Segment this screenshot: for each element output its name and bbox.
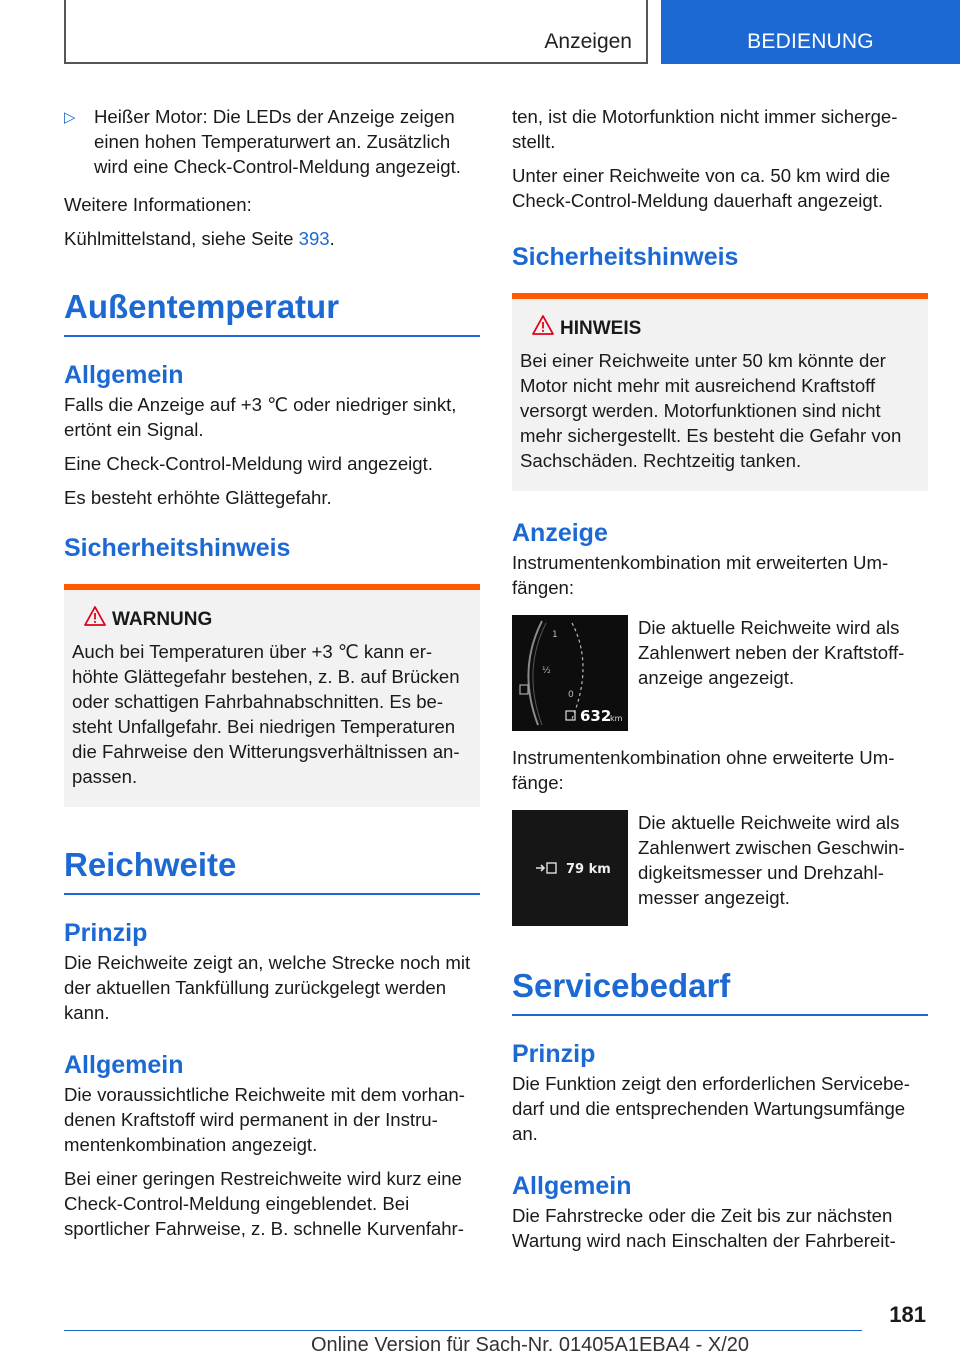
warning-title: WARNUNG: [112, 608, 213, 630]
heading-safety-note: Sicherheitshinweis: [64, 532, 480, 590]
paragraph: Es besteht erhöhte Glättegefahr.: [64, 487, 332, 508]
notice-text: Bei einer Reichweite unter 50 km könnte der Motor nicht mehr mit ausreichend Kraftstoff versorgt werden. Motorfunktionen sind nicht mehr sichergestellt. Es besteht die Gefahr von Sachschäden. Rechtzeitig tanken.: [520, 350, 902, 471]
footer-online-version: Online Version für Sach-Nr. 01405A1EBA4 - X/20: [310, 1334, 750, 1356]
instrument-cluster-image-basic: [512, 810, 628, 926]
paragraph: Unter einer Reichweite von ca. 50 km wird die Check-Control-Meldung dauerhaft angezeigt.: [512, 165, 891, 211]
warning-text: Auch bei Temperaturen über +3 ℃ kann erhöhte Glättegefahr bestehen, z. B. auf Brücken oder schattigen Fahrbahnabschnitten. Es besteht Unfallgefahr. Bei niedrigen Temperaturen die Fahrweise den Witterungsverhältnissen anpassen.: [72, 641, 460, 787]
watermark: [560, 1334, 960, 1335]
right-column: [512, 104, 928, 1262]
paragraph: ten, ist die Motorfunktion nicht immer sichergestellt.: [512, 106, 898, 152]
heading-outside-temperature: Außentemperatur: [64, 287, 480, 337]
paragraph: Instrumentenkombination mit erweiterten Umfängen:: [512, 552, 889, 598]
heading-general: Allgemein: [512, 1172, 632, 1200]
paragraph: Die Reichweite zeigt an, welche Strecke noch mit der aktuellen Tankfüllung zurückgelegt werden kann.: [64, 952, 471, 1023]
paragraph: Falls die Anzeige auf +3 ℃ oder niedriger sinkt, ertönt ein Signal.: [64, 394, 457, 440]
range-unit-extended: km: [610, 714, 623, 723]
warning-triangle-icon: [72, 606, 112, 633]
header-section-label: Anzeigen: [544, 30, 632, 53]
footer-divider: [64, 1330, 862, 1331]
paragraph: Instrumentenkombination ohne erweiterte Umfänge:: [512, 747, 895, 793]
heading-range: Reichweite: [64, 845, 480, 895]
cross-reference: [64, 226, 480, 251]
range-value-basic: 79 km: [566, 862, 611, 877]
notice-box: [512, 299, 928, 491]
page-link[interactable]: 393: [298, 228, 330, 249]
heading-safety-note: Sicherheitshinweis: [512, 241, 928, 299]
figure-caption: Die aktuelle Reichweite wird als Zahlenwert zwischen Geschwindigkeitsmesser und Drehzahlmesser angezeigt.: [638, 812, 905, 908]
left-column: [64, 104, 480, 1250]
cross-reference-end: .: [329, 228, 335, 249]
figure-extended-cluster: [512, 615, 928, 731]
heading-general: Allgemein: [64, 361, 184, 389]
page-number: 181: [889, 1302, 926, 1327]
range-value-extended: 632: [580, 707, 612, 725]
paragraph: Die voraussichtliche Reichweite mit dem vorhandenen Kraftstoff wird permanent in der Instrumentenkombination angezeigt.: [64, 1084, 465, 1155]
header-section-box: [64, 0, 648, 64]
bullet-text: Heißer Motor: Die LEDs der Anzeige zeigen einen hohen Temperaturwert an. Zusätzlich wird eine Check-Control-Meldung angezeigt.: [94, 106, 461, 177]
notice-triangle-icon: [520, 315, 560, 342]
figure-caption: Die aktuelle Reichweite wird als Zahlenwert neben der Kraftstoffanzeige angezeigt.: [638, 617, 905, 688]
figure-basic-cluster: [512, 810, 928, 926]
warning-box: [64, 590, 480, 807]
paragraph: Die Funktion zeigt den erforderlichen Servicebedarf und die entsprechenden Wartungsumfänge an.: [512, 1073, 910, 1144]
paragraph: Eine Check-Control-Meldung wird angezeigt.: [64, 453, 433, 474]
gauge-mark-empty: 0: [568, 690, 574, 700]
heading-principle: Prinzip: [64, 919, 148, 947]
heading-display: Anzeige: [512, 519, 608, 547]
paragraph: Bei einer geringen Restreichweite wird kurz eine Check-Control-Meldung eingeblendet. Bei sportlicher Fahrweise, z. B. schnelle Kurvenfahr-: [64, 1168, 464, 1239]
cross-reference-text: Kühlmittelstand, siehe Seite: [64, 228, 299, 249]
header-chapter-tab[interactable]: [661, 0, 960, 64]
gauge-mark-full: 1: [552, 630, 558, 640]
heading-principle: Prinzip: [512, 1040, 596, 1068]
more-info-label: Weitere Informationen:: [64, 194, 252, 215]
paragraph: Die Fahrstrecke oder die Zeit bis zur nächsten Wartung wird nach Einschalten der Fahrbereit-: [512, 1205, 896, 1251]
gauge-mark-half: ½: [542, 666, 551, 676]
header-chapter-label: BEDIENUNG: [747, 30, 874, 53]
bullet-triangle-icon: ▷: [64, 109, 76, 126]
list-item: [64, 104, 480, 179]
heading-general: Allgemein: [64, 1051, 184, 1079]
notice-title: HINWEIS: [560, 317, 642, 339]
instrument-cluster-image-extended: [512, 615, 628, 731]
heading-service-requirement: Servicebedarf: [512, 966, 928, 1016]
